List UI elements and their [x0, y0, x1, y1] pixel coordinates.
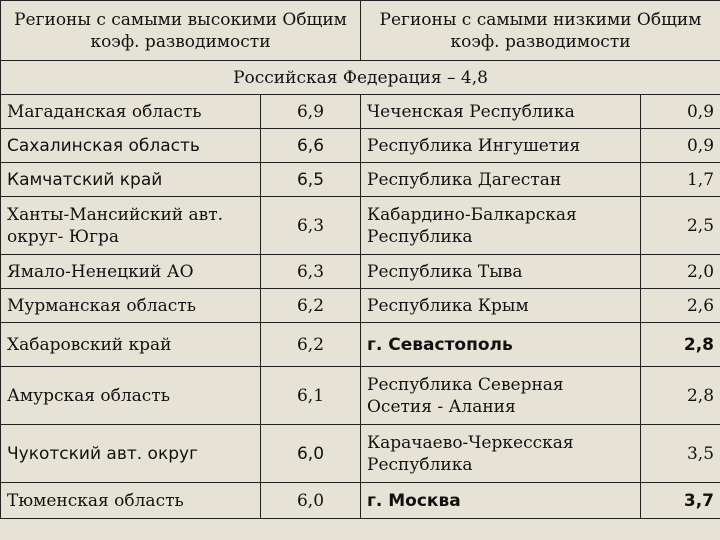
high-region-name: Чукотский авт. округ	[1, 425, 261, 483]
high-region-value: 6,3	[261, 255, 361, 289]
high-region-value: 6,9	[261, 95, 361, 129]
low-region-value: 1,7	[641, 163, 720, 197]
low-region-name: Кабардино-Балкарская Республика	[361, 197, 641, 255]
high-region-name: Сахалинская область	[1, 129, 261, 163]
high-region-name: Ямало-Ненецкий АО	[1, 255, 261, 289]
low-region-name: Республика Дагестан	[361, 163, 641, 197]
header-row	[1, 1, 720, 61]
low-region-name: Карачаево-Черкесская Республика	[361, 425, 641, 483]
federation-average: Российская Федерация – 4,8	[1, 61, 720, 95]
low-region-value: 0,9	[641, 95, 720, 129]
low-region-value: 3,7	[641, 483, 720, 519]
low-region-name: Республика Тыва	[361, 255, 641, 289]
high-region-value: 6,3	[261, 197, 361, 255]
table-row	[1, 163, 720, 197]
low-region-value: 3,5	[641, 425, 720, 483]
high-region-value: 6,5	[261, 163, 361, 197]
federation-row	[1, 61, 720, 95]
high-region-name: Хабаровский край	[1, 323, 261, 367]
table-row	[1, 95, 720, 129]
high-region-value: 6,1	[261, 367, 361, 425]
low-region-value: 2,8	[641, 367, 720, 425]
low-region-name: г. Москва	[361, 483, 641, 519]
low-region-name: Республика Ингушетия	[361, 129, 641, 163]
table-row	[1, 425, 720, 483]
high-region-name: Магаданская область	[1, 95, 261, 129]
high-region-value: 6,0	[261, 483, 361, 519]
table-row	[1, 129, 720, 163]
table-row	[1, 367, 720, 425]
header-high-regions: Регионы с самыми высокими Общим коэф. разводимости	[1, 1, 361, 61]
high-region-name: Камчатский край	[1, 163, 261, 197]
low-region-value: 2,8	[641, 323, 720, 367]
low-region-value: 2,0	[641, 255, 720, 289]
low-region-value: 2,6	[641, 289, 720, 323]
table-row	[1, 197, 720, 255]
low-region-name: Республика Северная Осетия - Алания	[361, 367, 641, 425]
low-region-name: Республика Крым	[361, 289, 641, 323]
table-row	[1, 289, 720, 323]
high-region-value: 6,6	[261, 129, 361, 163]
high-region-value: 6,0	[261, 425, 361, 483]
high-region-name: Тюменская область	[1, 483, 261, 519]
low-region-name: Чеченская Республика	[361, 95, 641, 129]
low-region-name: г. Севастополь	[361, 323, 641, 367]
high-region-name: Мурманская область	[1, 289, 261, 323]
table-row	[1, 483, 720, 519]
table-row	[1, 323, 720, 367]
high-region-value: 6,2	[261, 323, 361, 367]
table-row	[1, 255, 720, 289]
high-region-name: Ханты-Мансийский авт. округ- Югра	[1, 197, 261, 255]
low-region-value: 2,5	[641, 197, 720, 255]
low-region-value: 0,9	[641, 129, 720, 163]
header-low-regions: Регионы с самыми низкими Общим коэф. разводимости	[361, 1, 720, 61]
high-region-value: 6,2	[261, 289, 361, 323]
high-region-name: Амурская область	[1, 367, 261, 425]
